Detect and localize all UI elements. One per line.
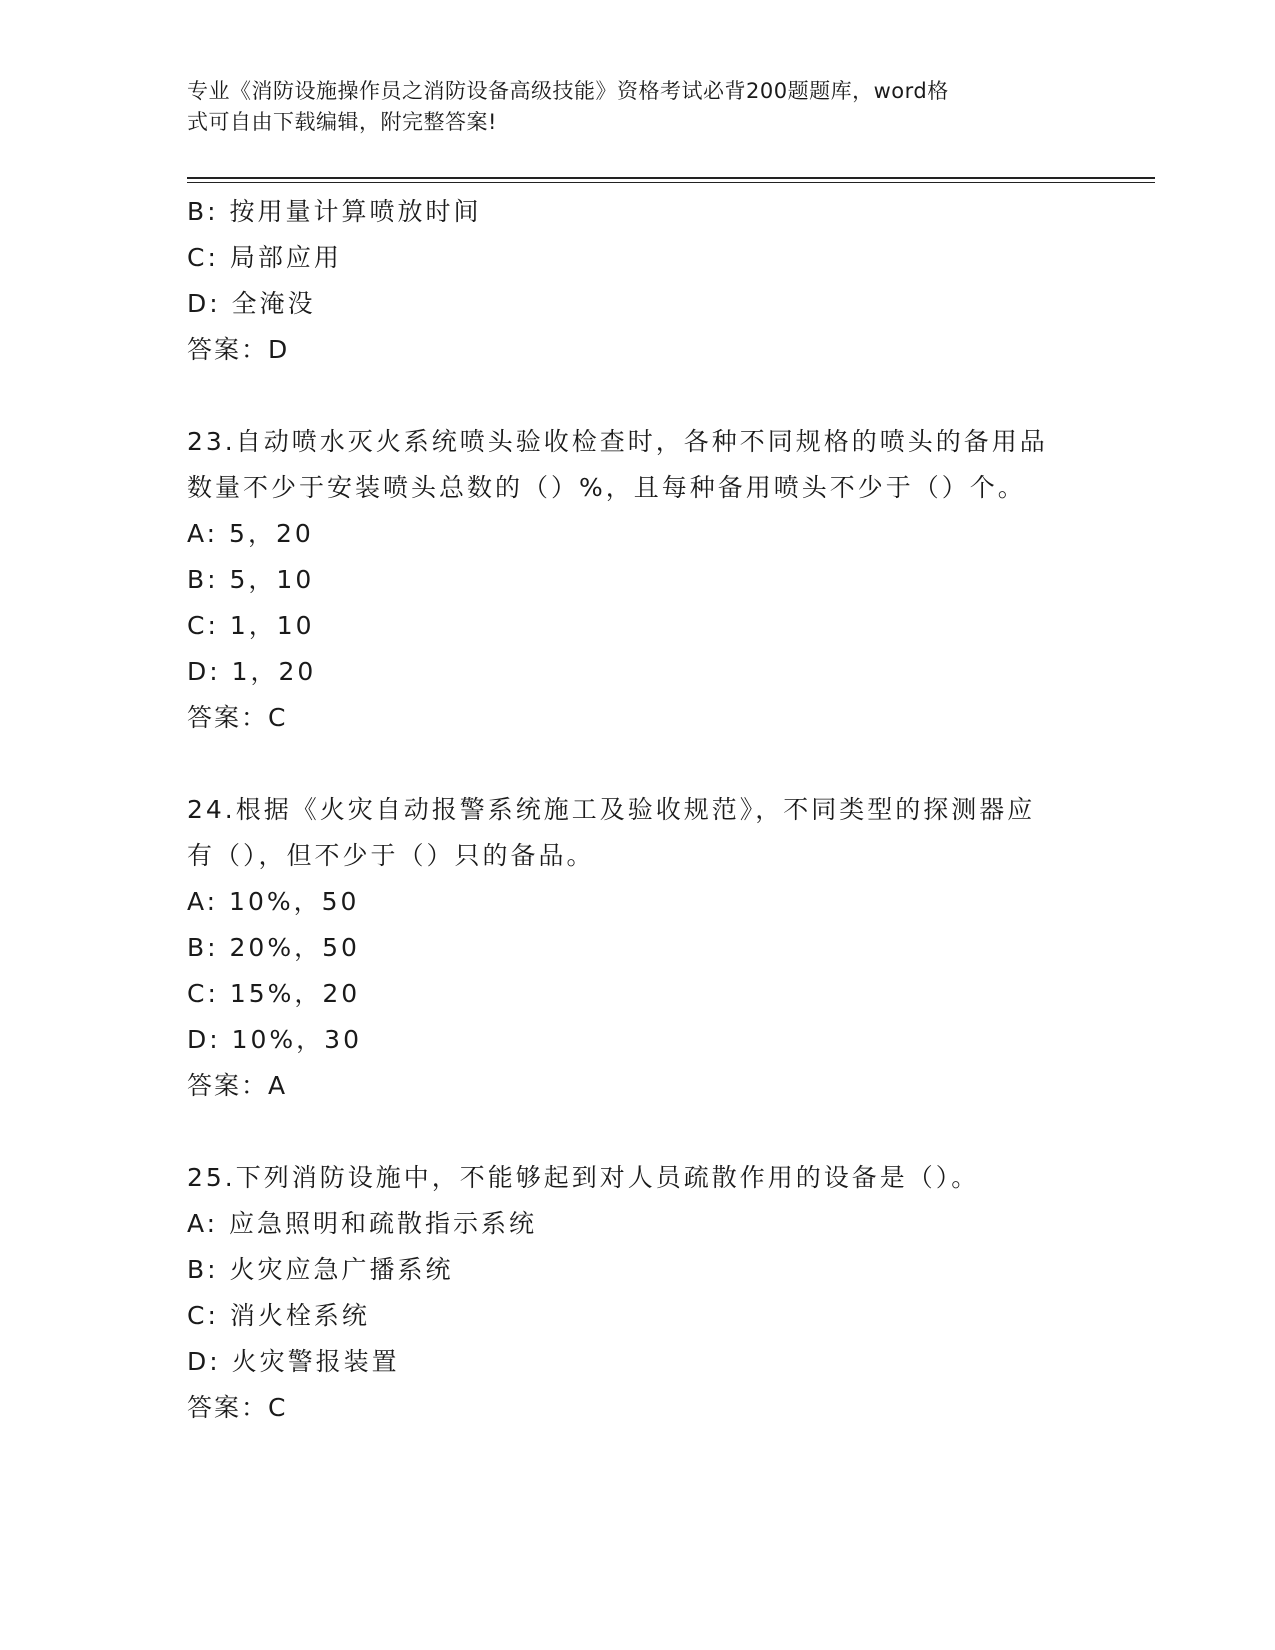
- option-c: C: 局部应用: [187, 243, 342, 272]
- option-d: D: 1，20: [187, 657, 317, 686]
- header-divider-thick: [187, 177, 1155, 179]
- question-stem: [187, 419, 1087, 511]
- option-d: D: 火灾警报装置: [187, 1347, 400, 1376]
- question-list: [187, 189, 1087, 1431]
- option-a: A: 5，20: [187, 519, 314, 548]
- option-c: C: 1，10: [187, 611, 315, 640]
- answer-label: 答案：C: [187, 1393, 288, 1422]
- option-a: A: 应急照明和疏散指示系统: [187, 1209, 538, 1238]
- answer-label: 答案：D: [187, 335, 290, 364]
- question-23: [187, 419, 1087, 741]
- question-stem-line-2: 有（），但不少于（）只的备品。: [187, 841, 595, 870]
- question-24: [187, 787, 1087, 1109]
- question-22: [187, 189, 1087, 373]
- question-stem-line-1: 25.下列消防设施中，不能够起到对人员疏散作用的设备是（）。: [187, 1163, 980, 1192]
- option-b: B: 20%，50: [187, 933, 360, 962]
- question-stem: [187, 1155, 1087, 1201]
- question-stem-line-1: 24.根据《火灾自动报警系统施工及验收规范》，不同类型的探测器应: [187, 795, 1036, 824]
- option-c: C: 15%，20: [187, 979, 361, 1008]
- question-stem-line-1: 23.自动喷水灭火系统喷头验收检查时，各种不同规格的喷头的备用品: [187, 427, 1048, 456]
- header-divider-thin: [187, 182, 1155, 183]
- option-d: D: 10%，30: [187, 1025, 362, 1054]
- option-b: B: 按用量计算喷放时间: [187, 197, 482, 226]
- option-d: D: 全淹没: [187, 289, 316, 318]
- header-line-2: 式可自由下载编辑，附完整答案!: [187, 110, 497, 134]
- document-header: [187, 76, 1067, 138]
- option-c: C: 消火栓系统: [187, 1301, 370, 1330]
- question-stem: [187, 787, 1087, 879]
- question-25: [187, 1155, 1087, 1431]
- answer-label: 答案：C: [187, 703, 288, 732]
- question-stem-line-2: 数量不少于安装喷头总数的（）%，且每种备用喷头不少于（）个。: [187, 473, 1026, 502]
- header-line-1: 专业《消防设施操作员之消防设备高级技能》资格考试必背200题题库，word格: [187, 79, 949, 103]
- option-a: A: 10%，50: [187, 887, 360, 916]
- option-b: B: 5，10: [187, 565, 315, 594]
- option-b: B: 火灾应急广播系统: [187, 1255, 454, 1284]
- answer-label: 答案：A: [187, 1071, 288, 1100]
